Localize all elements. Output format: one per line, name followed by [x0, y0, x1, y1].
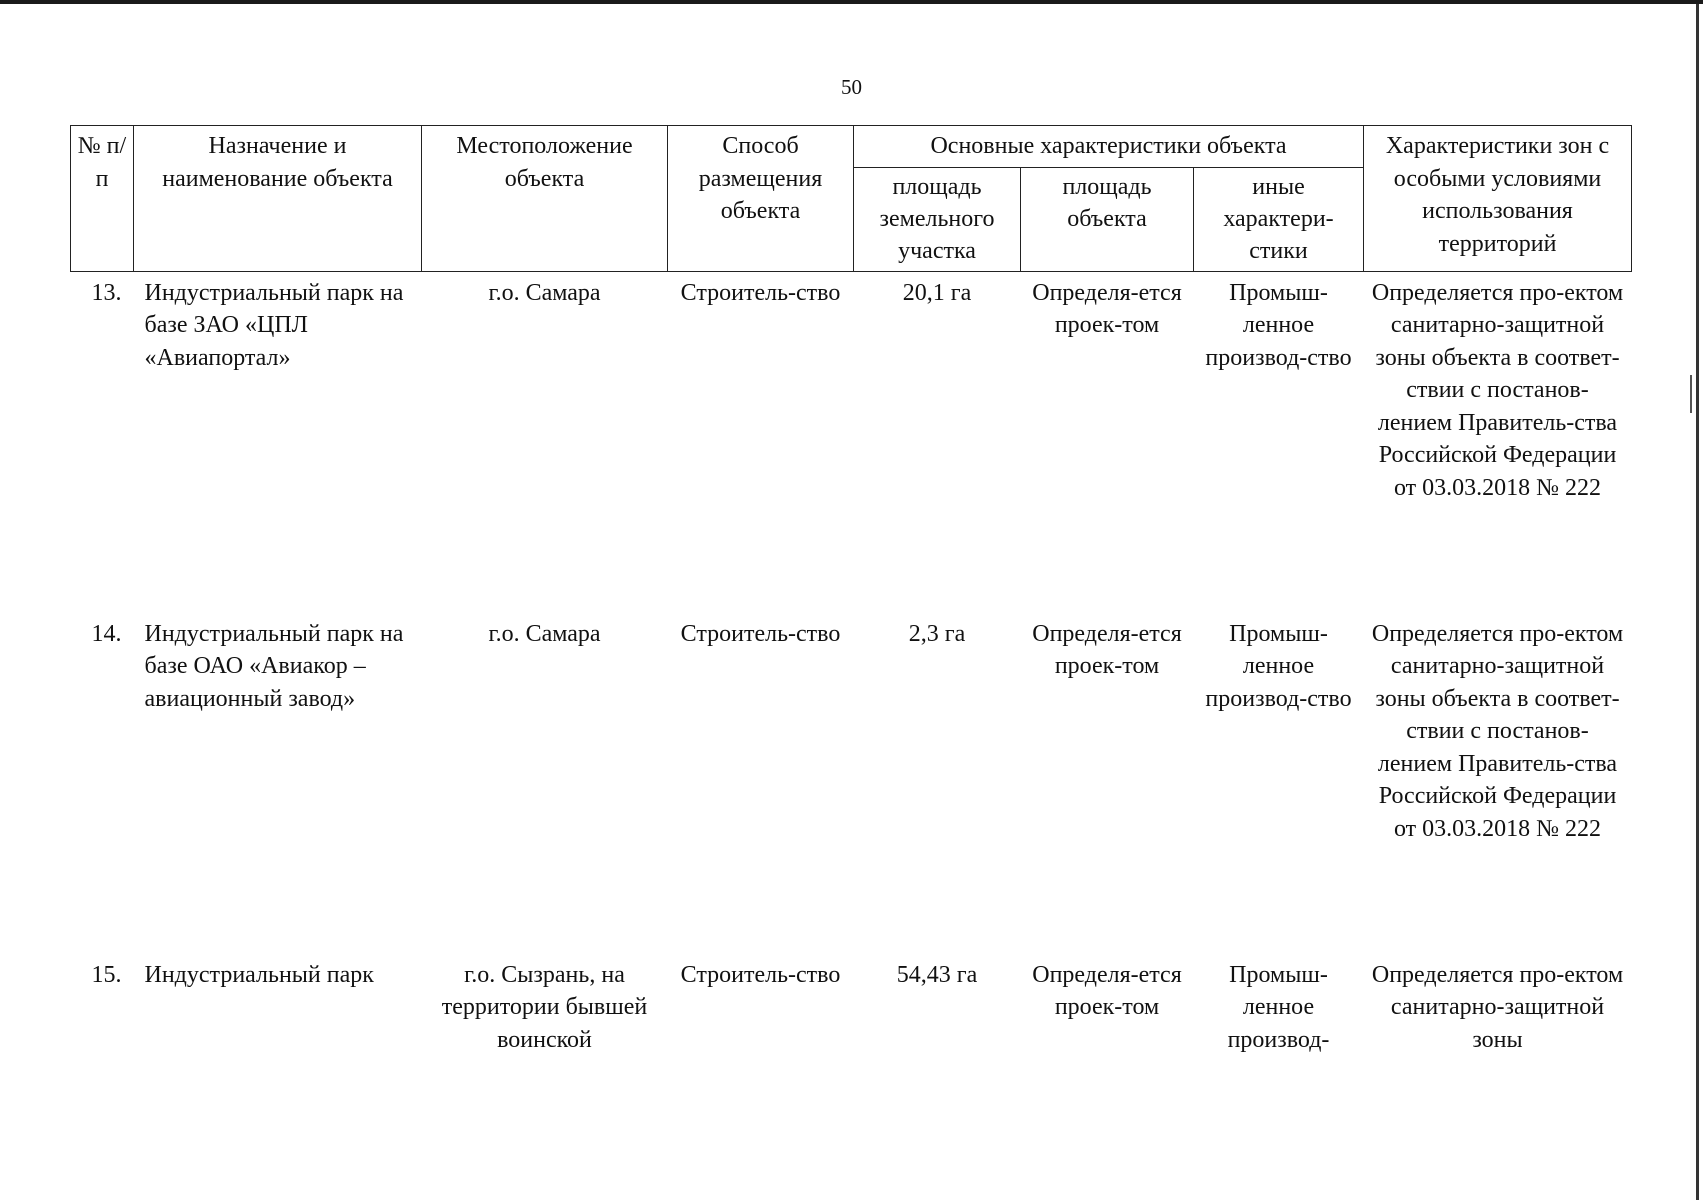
row-number-cell: 13.	[91, 279, 122, 306]
location-cell: г.о. Самара	[488, 620, 601, 647]
header-other-characteristics: иные характери-стики	[1194, 167, 1364, 271]
header-name: Назначение и наименование объекта	[134, 126, 422, 272]
right-border-line	[1696, 4, 1699, 1200]
scan-mark	[1690, 375, 1692, 413]
zones-cell: Определяется про-ектом санитарно-защитной зоны объекта в соответ-ствии с постанов-лением Правитель-ства Российской Федерации от 03.03.2018 № 222	[1371, 620, 1624, 842]
table-body	[71, 271, 1632, 1089]
header-zones: Характеристики зон с особыми условиями использования территорий	[1364, 126, 1632, 272]
header-number: № п/п	[71, 126, 134, 272]
header-location: Местоположение объекта	[422, 126, 668, 272]
other-characteristics-cell: Промыш-ленное производ-	[1227, 961, 1330, 1053]
object-area-cell: Определя-ется проек-том	[1032, 279, 1182, 338]
zones-cell: Определяется про-ектом санитарно-защитной зоны объекта в соответ-ствии с постанов-лением Правитель-ства Российской Федерации от 03.03.2018 № 222	[1371, 279, 1624, 501]
object-name-cell: Индустриальный парк на базе ЗАО «ЦПЛ «Авиапортал»	[144, 279, 404, 371]
row-number-cell: 15.	[91, 961, 122, 988]
table-row	[71, 271, 1632, 613]
row-number-cell: 14.	[91, 620, 122, 647]
header-method: Способ размещения объекта	[668, 126, 854, 272]
land-area-cell: 20,1 га	[902, 279, 972, 306]
placement-method-cell: Строитель-ство	[680, 279, 841, 306]
object-area-cell: Определя-ется проек-том	[1032, 961, 1182, 1020]
placement-method-cell: Строитель-ство	[680, 620, 841, 647]
zones-cell: Определяется про-ектом санитарно-защитной зоны	[1371, 961, 1624, 1053]
table-row	[71, 613, 1632, 954]
placement-method-cell: Строитель-ство	[680, 961, 841, 988]
table-header	[71, 126, 1632, 272]
land-area-cell: 54,43 га	[896, 961, 978, 988]
location-cell: г.о. Самара	[488, 279, 601, 306]
objects-table	[70, 125, 1632, 1089]
top-border-line	[0, 0, 1703, 4]
header-object-area: площадь объекта	[1021, 167, 1194, 271]
other-characteristics-cell: Промыш-ленное производ-ство	[1205, 279, 1352, 371]
location-cell: г.о. Сызрань, на территории бывшей воинской	[441, 961, 648, 1053]
object-name-cell: Индустриальный парк на базе ОАО «Авиакор – авиационный завод»	[144, 620, 404, 712]
land-area-cell: 2,3 га	[908, 620, 966, 647]
object-area-cell: Определя-ется проек-том	[1032, 620, 1182, 679]
object-name-cell: Индустриальный парк	[144, 961, 374, 988]
header-main-characteristics: Основные характеристики объекта	[854, 126, 1364, 168]
other-characteristics-cell: Промыш-ленное производ-ство	[1205, 620, 1352, 712]
page-number: 50	[841, 75, 862, 99]
header-land-area: площадь земельного участка	[854, 167, 1021, 271]
table-row	[71, 954, 1632, 1089]
